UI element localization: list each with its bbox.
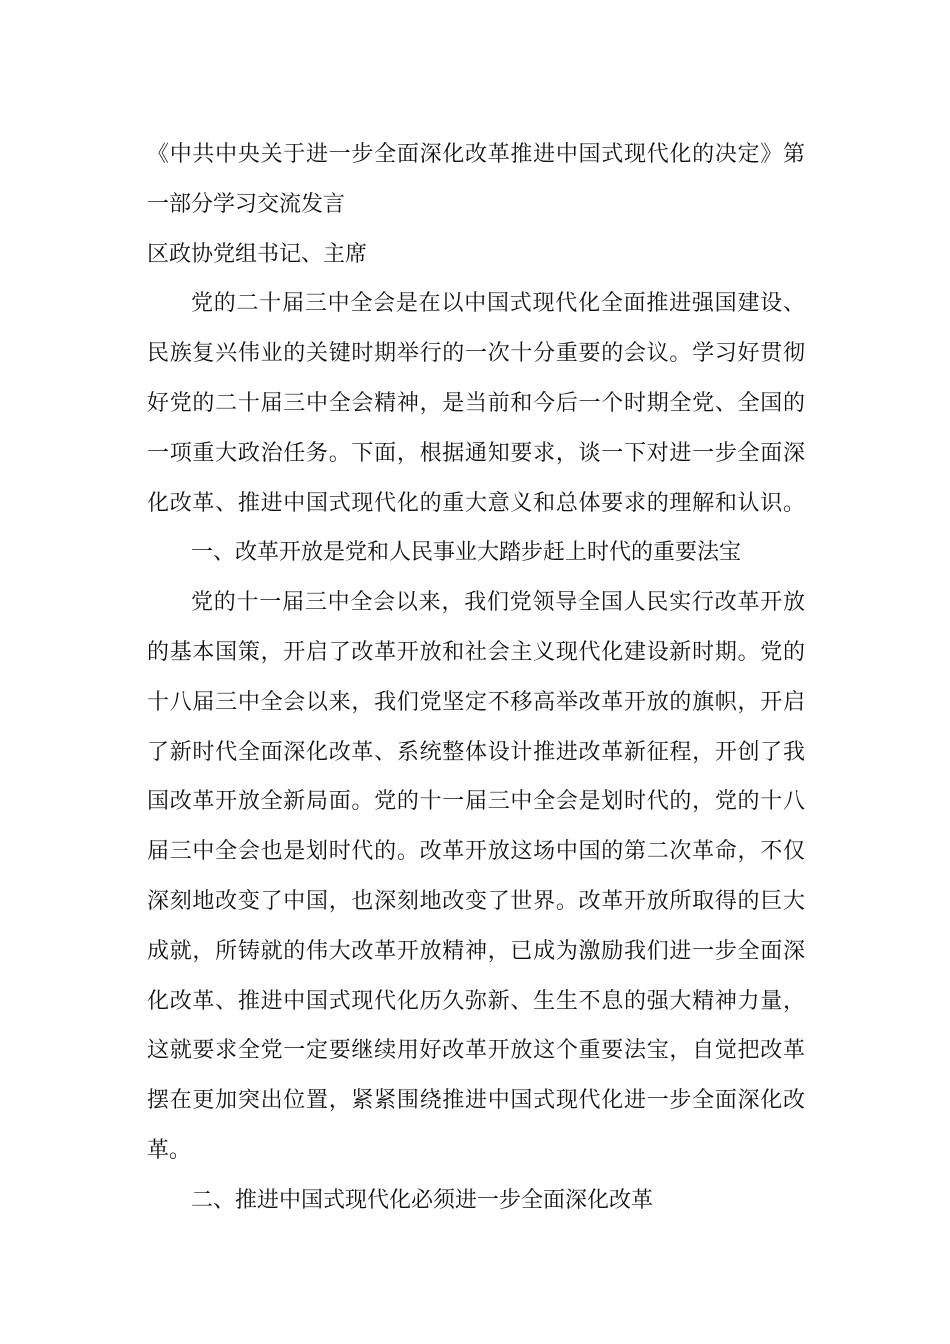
section-heading-2: 二、推进中国式现代化必须进一步全面深化改革 [191, 1187, 654, 1213]
author-line: 区政协党组书记、主席 [147, 241, 368, 267]
paragraph-line: 党的二十届三中全会是在以中国式现代化全面推进强国建设、 [191, 291, 805, 317]
paragraph-1 [147, 279, 805, 528]
document-page [147, 130, 805, 1226]
paragraph-line: 国改革开放全新局面。党的十一届三中全会是划时代的，党的十八 [147, 789, 805, 815]
paragraph-line: 了新时代全面深化改革、系统整体设计推进改革新征程，开创了我 [147, 739, 805, 765]
paragraph-line: 民族复兴伟业的关键时期举行的一次十分重要的会议。学习好贯彻 [147, 341, 805, 367]
paragraph-line: 摆在更加突出位置，紧紧围绕推进中国式现代化进一步全面深化改 [147, 1088, 805, 1114]
paragraph-line: 这就要求全党一定要继续用好改革开放这个重要法宝，自觉把改革 [147, 1038, 805, 1064]
document-title-line-2: 一部分学习交流发言 [147, 191, 346, 217]
paragraph-2 [147, 578, 805, 1176]
paragraph-line: 革。 [147, 1137, 192, 1163]
paragraph-line: 化改革、推进中国式现代化历久弥新、生生不息的强大精神力量， [147, 988, 805, 1014]
paragraph-line: 化改革、推进中国式现代化的重大意义和总体要求的理解和认识。 [147, 490, 805, 516]
paragraph-line: 党的十一届三中全会以来，我们党领导全国人民实行改革开放 [191, 590, 805, 616]
paragraph-line: 的基本国策，开启了改革开放和社会主义现代化建设新时期。党的 [147, 639, 805, 665]
document-title-line-1: 《中共中央关于进一步全面深化改革推进中国式现代化的决定》第 [147, 142, 805, 167]
paragraph-line: 深刻地改变了中国，也深刻地改变了世界。改革开放所取得的巨大 [147, 888, 805, 914]
paragraph-line: 十八届三中全会以来，我们党坚定不移高举改革开放的旗帜，开启 [147, 689, 805, 715]
paragraph-line: 好党的二十届三中全会精神，是当前和今后一个时期全党、全国的 [147, 390, 805, 416]
paragraph-line: 成就，所铸就的伟大改革开放精神，已成为激励我们进一步全面深 [147, 938, 805, 964]
section-heading-1: 一、改革开放是党和人民事业大踏步赶上时代的重要法宝 [191, 540, 742, 566]
paragraph-line: 届三中全会也是划时代的。改革开放这场中国的第二次革命，不仅 [147, 839, 805, 865]
paragraph-line: 一项重大政治任务。下面，根据通知要求，谈一下对进一步全面深 [147, 440, 805, 466]
